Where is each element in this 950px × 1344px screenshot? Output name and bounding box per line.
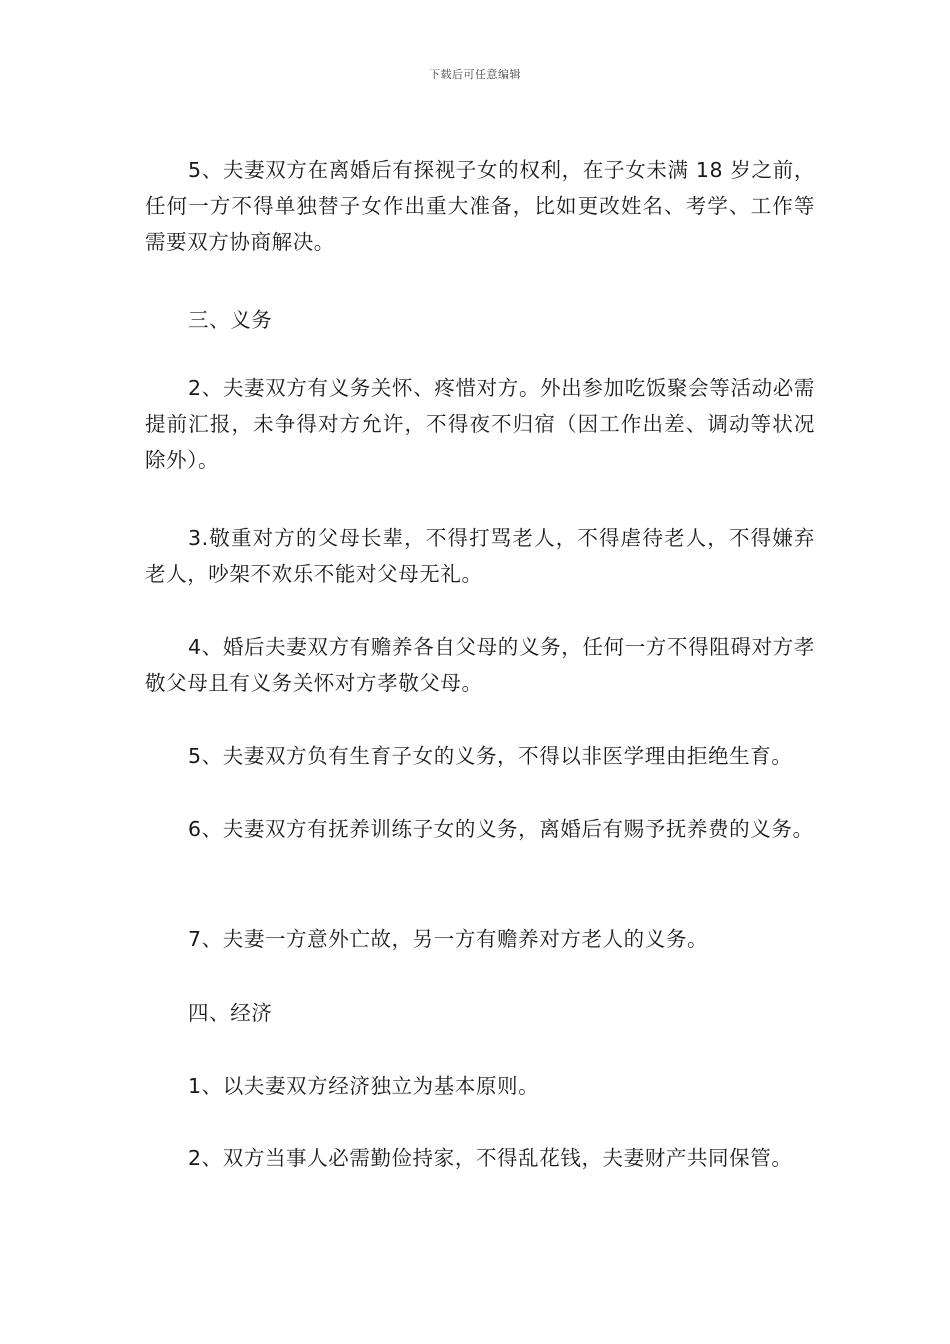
paragraph-duty-3 — [145, 520, 815, 592]
paragraph-duty-4 — [145, 629, 815, 701]
paragraph-text: 2、夫妻双方有义务关怀、疼惜对方。外出参加吃饭聚会等活动必需提前汇报，未争得对方允许，不得夜不归宿（因工作出差、调动等状况除外）。 — [145, 376, 815, 472]
paragraph-text: 1、以夫妻双方经济独立为基本原则。 — [188, 1074, 540, 1098]
paragraph-text: 5、夫妻双方负有生育子女的义务，不得以非医学理由拒绝生育。 — [188, 744, 793, 768]
section-heading-economy — [145, 995, 815, 1031]
paragraph-duty-5 — [145, 738, 815, 774]
paragraph-text: 2、双方当事人必需勤俭持家，不得乱花钱，夫妻财产共同保管。 — [188, 1146, 793, 1170]
paragraph-text: 5、夫妻双方在离婚后有探视子女的权利，在子女未满 18 岁之前，任何一方不得单独替子女作出重大准备，比如更改姓名、考学、工作等需要双方协商解决。 — [145, 158, 815, 254]
paragraph-text: 7、夫妻一方意外亡故，另一方有赡养对方老人的义务。 — [188, 927, 709, 951]
paragraph-text: 3.敬重对方的父母长辈，不得打骂老人，不得虐待老人，不得嫌弃老人，吵架不欢乐不能对父母无礼。 — [145, 526, 815, 586]
paragraph-rights-5 — [145, 152, 815, 260]
paragraph-econ-2 — [145, 1140, 815, 1176]
paragraph-duty-7 — [145, 921, 815, 957]
paragraph-text: 6、夫妻双方有抚养训练子女的义务，离婚后有赐予抚养费的义务。 — [188, 817, 814, 841]
section-heading-duties — [145, 302, 815, 338]
paragraph-duty-6 — [145, 811, 815, 847]
paragraph-duty-2 — [145, 370, 815, 478]
section-title: 四、经济 — [188, 1001, 273, 1025]
paragraph-econ-1 — [145, 1068, 815, 1104]
section-title: 三、义务 — [188, 308, 273, 332]
header-note: 下载后可任意编辑 — [429, 68, 521, 81]
paragraph-text: 4、婚后夫妻双方有赡养各自父母的义务，任何一方不得阻碍对方孝敬父母且有义务关怀对方孝敬父母。 — [145, 635, 815, 695]
